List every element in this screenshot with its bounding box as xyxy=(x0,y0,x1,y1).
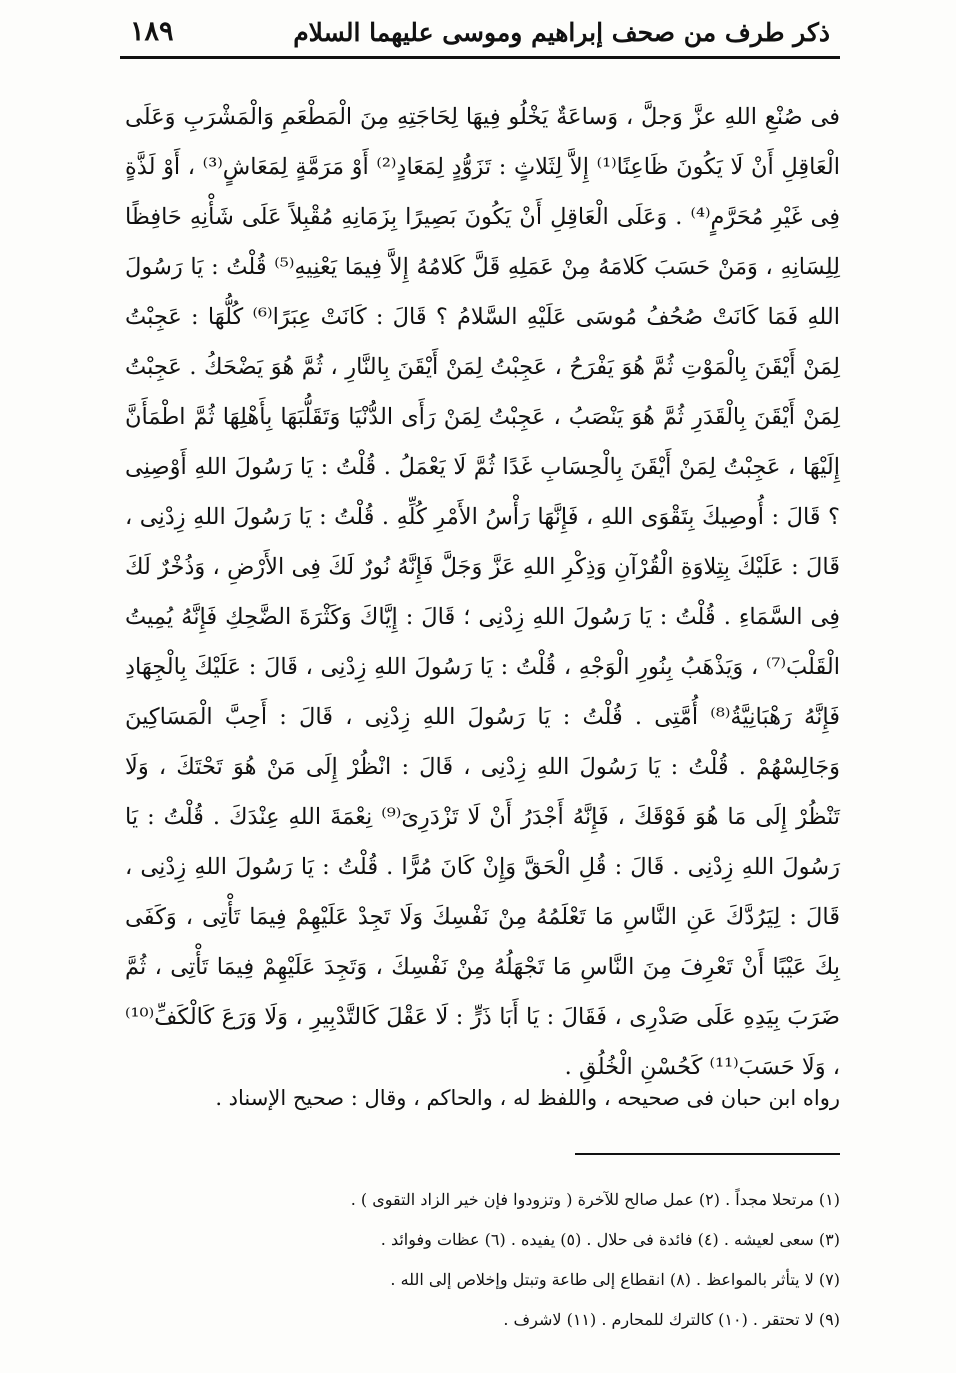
header-divider xyxy=(120,56,840,59)
body-paragraph: فى صُنْعِ اللهِ عزَّ وَجلَّ ، وَساعَةٌ يَخْلُو فِيهَا لِحَاجَتِهِ مِنَ الْمَطْعَمِ وَالْمَشْرَبِ وَعَلَى الْعَاقِلِ أَنْ لَا يَكُونَ ظَاعِنًا⁽¹⁾ إِلاَّ لِثَلاثٍ : تَزَوُّدٍ لِمَعَادٍ⁽²⁾ أَوْ مَرَمَّةٍ لِمَعَاشٍ⁽³⁾ ، أَوْ لَذَّةٍ فِى غَيْرِ مُحَرَّمٍ⁽⁴⁾ . وَعَلَى الْعَاقِلِ أَنْ يَكُونَ بَصِيرًا بِزَمَانِهِ مُقْبِلاً عَلَى شَأْنِهِ حَافِظًا لِلِسَانِهِ ، وَمَنْ حَسَبَ كَلامَهُ مِنْ عَمَلِهِ قَلَّ كَلامُهُ إِلاَّ فِيمَا يَعْنِيهِ⁽⁵⁾ قُلْتُ : يَا رَسُولَ اللهِ فَمَا كَانَتْ صُحُفُ مُوسَى عَلَيْهِ السَّلامُ ؟ قَالَ : كَانَتْ عِبَرًا⁽⁶⁾ كُلُّهَا : عَجِبْتُ لِمَنْ أَيْقَنَ بِالْمَوْتِ ثُمَّ هُوَ يَفْرَحُ ، عَجِبْتُ لِمَنْ أَيْقَنَ بِالنَّارِ ، ثُمَّ هُوَ يَضْحَكُ . عَجِبْتُ لِمَنْ أَيْقَنَ بِالْقَدَرِ ثُمَّ هُوَ يَنْصَبُ ، عَجِبْتُ لِمَنْ رَأَى الدُّنْيَا وَتَقَلُّبَهَا بِأَهْلِهَا ثُمَّ اطْمَأَنَّ إِلَيْهَا ، عَجِبْتُ لِمَنْ أَيْقَنَ بِالْحِسَابِ غَدًا ثُمَّ لَا يَعْمَلُ . قُلْتُ : يَا رَسُولَ اللهِ أَوْصِنِى ؟ قَالَ : أُوصِيكَ بِتَقْوَى اللهِ ، فَإِنَّهَا رَأْسُ الأَمْرِ كُلِّهِ . قُلْتُ : يَا رَسُولَ اللهِ زِدْنِى ، قَالَ : عَلَيْكَ بِتِلاوَةِ الْقُرْآنِ وَذِكْرِ اللهِ عَزَّ وَجَلَّ فَإِنَّهُ نُورٌ لَكَ فِى الأَرْضِ ، وَذُخْرٌ لَكَ فِى السَّمَاءِ . قُلْتُ : يَا رَسُولَ اللهِ زِدْنِى ؛ قَالَ : إِيَّاكَ وَكَثْرَةَ الضَّحِكِ فَإِنَّهُ يُمِيتُ الْقَلْبَ⁽⁷⁾ ، وَيَذْهَبُ بِنُورِ الْوَجْهِ ، قُلْتُ : يَا رَسُولَ اللهِ زِدْنِى ، قَالَ : عَلَيْكَ بِالْجِهَادِ فَإِنَّهُ رَهْبَانِيَّةُ⁽⁸⁾ أُمَّتِى . قُلْتُ : يَا رَسُولَ اللهِ زِدْنِى ، قَالَ : أَحِبَّ الْمَسَاكِينَ وَجَالِسْهُمْ . قُلْتُ : يَا رَسُولَ اللهِ زِدْنِى ، قَالَ : انْظُرْ إِلَى مَنْ هُوَ تَحْتَكَ ، وَلَا تَنْظُرْ إِلَى مَا هُوَ فَوْقَكَ ، فَإِنَّهُ أَجْدَرُ أَنْ لَا تَزْدَرِىَ⁽⁹⁾ نِعْمَةَ اللهِ عِنْدَكَ . قُلْتُ : يَا رَسُولَ اللهِ زِدْنِى . قَالَ : قُلِ الْحَقَّ وَإِنْ كَانَ مُرًّا . قُلْتُ : يَا رَسُولَ اللهِ زِدْنِى ، قَالَ : لِيَرُدَّكَ عَنِ النَّاسِ مَا تَعْلَمُهُ مِنْ نَفْسِكَ وَلَا تَجِدْ عَلَيْهِمْ فِيمَا تَأْتِى ، وَكَفَى بِكَ عَيْبًا أَنْ تَعْرِفَ مِنَ النَّاسِ مَا تَجْهَلُهُ مِنْ نَفْسِكَ ، وَتَجِدَ عَلَيْهِمْ فِيمَا تَأْتِى ، ثُمَّ ضَرَبَ بِيَدِهِ عَلَى صَدْرِى ، فَقَالَ : يَا أَبَا ذَرٍّ : لَا عَقْلَ كَالتَّدْبِيرِ ، وَلَا وَرَعَ كَالْكَفِّ⁽¹⁰⁾ ، وَلَا حَسَبَ⁽¹¹⁾ كَحُسْنِ الْخُلُقِ . xyxy=(125,104,840,1080)
hadith-source-note: رواه ابن حبان فى صحيحه ، واللفظ له ، والحاكم ، وقال : صحيح الإسناد . xyxy=(215,1086,840,1110)
main-text xyxy=(125,92,840,1092)
footnote-divider xyxy=(575,1153,840,1155)
footnote-line: (٣) سعى لعيشه . (٤) فائدة فى حلال . (٥) يفيده . (٦) عظات وفوائد . xyxy=(380,1230,840,1249)
page-header xyxy=(120,14,840,54)
footnote-line: (٧) لا يتأثر بالمواعظ . (٨) انقطاع إلى طاعة وتبتل وإخلاص إلى الله . xyxy=(390,1270,840,1289)
running-title: ذكر طرف من صحف إبراهيم وموسى عليهما السلام xyxy=(293,18,830,47)
footnote-line: (٩) لا تحتقر . (١٠) كالترك للمحارم . (١١) لاشرف . xyxy=(503,1310,840,1329)
footnote-line: (١) مرتحلا مجداً . (٢) عمل صالح للآخرة ( وتزودوا فإن خير الزاد التقوى ) . xyxy=(350,1190,840,1209)
footnotes xyxy=(200,1180,840,1340)
page-number: ١٨٩ xyxy=(130,16,174,47)
